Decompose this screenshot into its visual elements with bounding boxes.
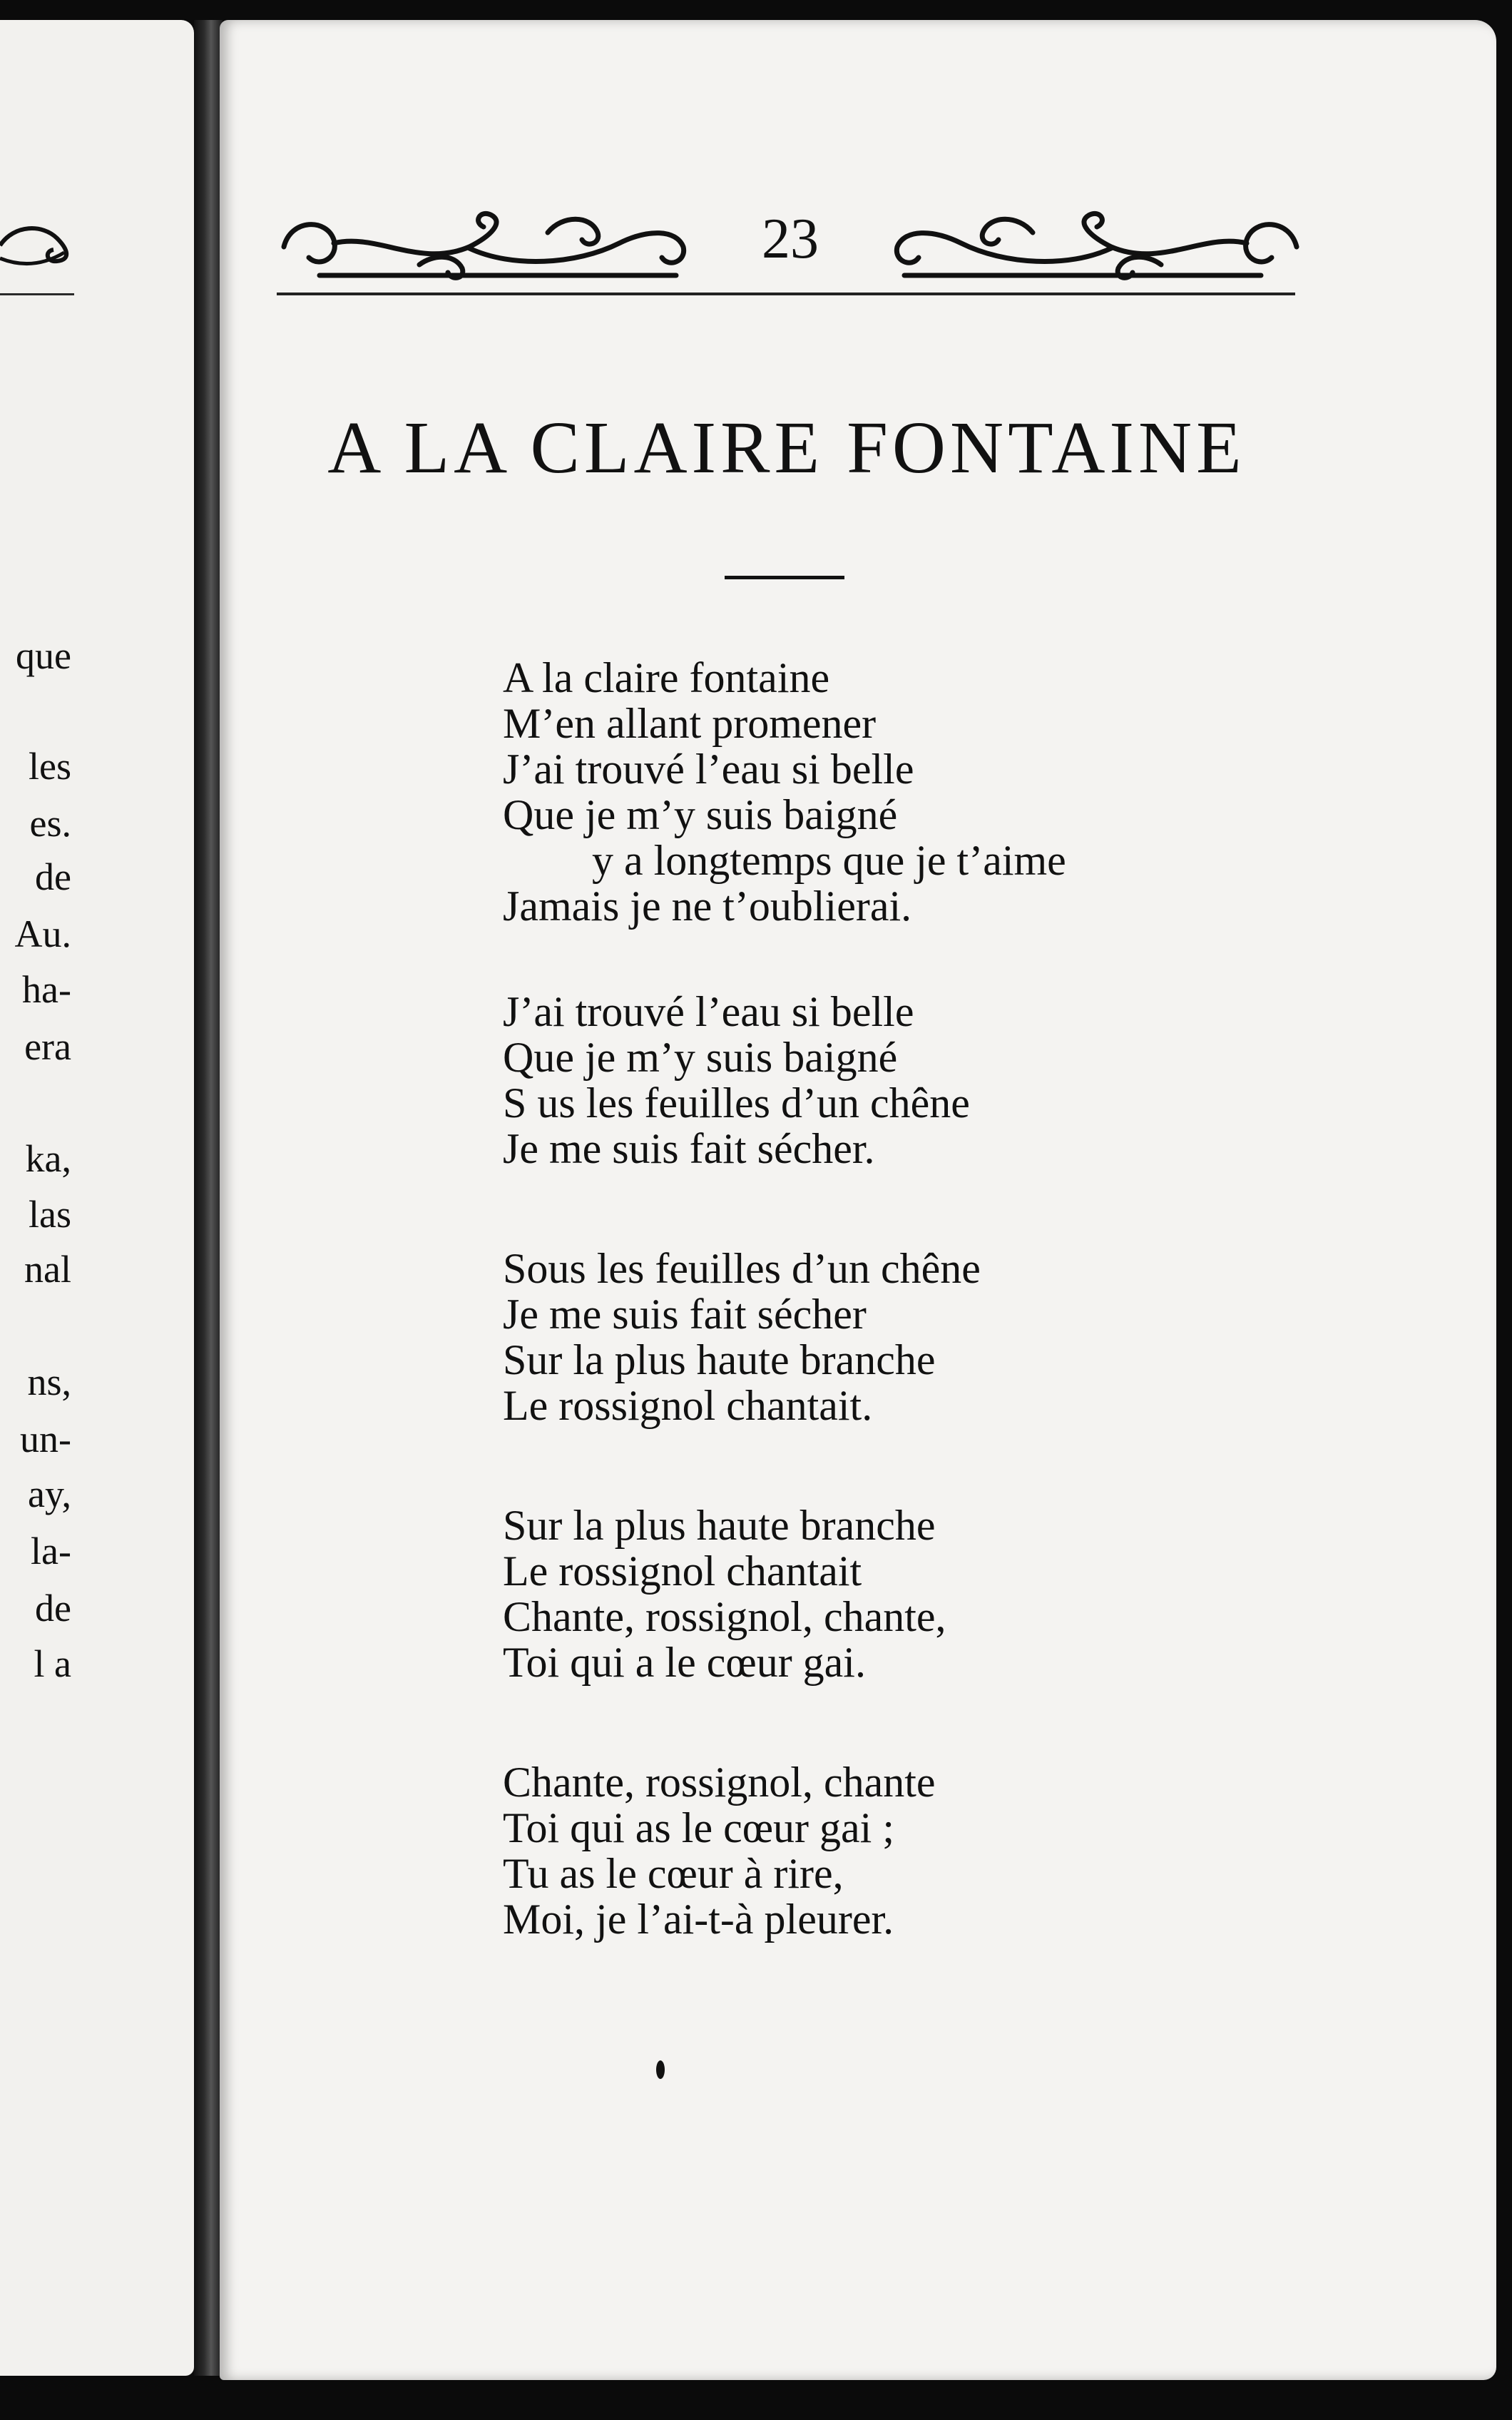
- title-rule: [725, 576, 844, 579]
- verse-line: Sur la plus haute branche: [503, 1502, 936, 1549]
- ornament-scroll-icon: [890, 204, 1304, 283]
- left-page-fragment: ns,: [27, 1361, 71, 1403]
- stanza: [503, 989, 1359, 1171]
- verse-line: Sous les feuilles d’un chêne: [503, 1245, 981, 1292]
- left-header-rule: [0, 293, 74, 295]
- poem: [503, 655, 1359, 1942]
- left-page-fragment: ha-: [22, 968, 71, 1011]
- left-page-fragment: ka,: [25, 1137, 71, 1180]
- stanza: [503, 1503, 1359, 1685]
- verse-line: Je me suis fait sécher.: [503, 1125, 875, 1172]
- verse-line: Que je m’y suis baigné: [503, 791, 898, 838]
- left-facing-page: [0, 20, 194, 2376]
- stanza: [503, 1759, 1359, 1942]
- left-page-fragment: un-: [20, 1418, 71, 1460]
- right-page: [220, 20, 1496, 2380]
- verse-line: Toi qui a le cœur gai.: [503, 1639, 866, 1686]
- left-page-fragment: l a: [34, 1642, 71, 1685]
- left-page-fragment: nal: [24, 1248, 71, 1291]
- verse-line: Moi, je l’ai-t-à pleurer.: [503, 1896, 894, 1943]
- verse-line: Je me suis fait sécher: [503, 1291, 867, 1338]
- verse-line: Sur la plus haute branche: [503, 1336, 936, 1383]
- left-page-fragment: la-: [31, 1530, 71, 1572]
- verse-line: A la claire fontaine: [503, 654, 830, 701]
- verse-line: M’en allant promener: [503, 700, 877, 747]
- header-rule: [277, 293, 1295, 295]
- verse-line: y a longtemps que je t’aime: [592, 837, 1066, 884]
- ink-mark: [656, 2060, 665, 2079]
- verse-line: Toi qui as le cœur gai ;: [503, 1804, 894, 1851]
- verse-line: Le rossignol chantait.: [503, 1382, 873, 1429]
- verse-line: Tu as le cœur à rire,: [503, 1850, 844, 1897]
- left-page-fragment: les: [29, 745, 71, 788]
- book-spine: [194, 20, 223, 2376]
- left-page-fragment: las: [29, 1193, 71, 1236]
- verse-line: Que je m’y suis baigné: [503, 1034, 898, 1081]
- verse-line: J’ai trouvé l’eau si belle: [503, 988, 914, 1035]
- stanza: [503, 1246, 1359, 1428]
- left-page-fragment: Au.: [14, 912, 71, 955]
- left-page-fragment: de: [35, 1587, 71, 1630]
- left-page-fragment: ay,: [28, 1473, 71, 1515]
- verse-line: Chante, rossignol, chante: [503, 1759, 936, 1806]
- page-number: 23: [762, 208, 819, 270]
- verse-line: Le rossignol chantait: [503, 1547, 862, 1595]
- verse-line: S us les feuilles d’un chêne: [503, 1079, 970, 1127]
- stanza: [503, 655, 1359, 929]
- ornament-scroll-icon: [277, 204, 690, 283]
- left-page-fragment: de: [35, 855, 71, 898]
- left-page-fragment: que: [16, 634, 71, 677]
- left-page-fragment: es.: [29, 802, 71, 845]
- ornament-scroll-icon: [0, 217, 78, 274]
- left-page-fragment: era: [24, 1025, 71, 1068]
- page-title: A LA CLAIRE FONTAINE: [327, 407, 1246, 489]
- verse-line: Jamais je ne t’oublierai.: [503, 883, 912, 930]
- page-header: [277, 191, 1297, 291]
- verse-line: Chante, rossignol, chante,: [503, 1593, 946, 1640]
- verse-line: J’ai trouvé l’eau si belle: [503, 746, 914, 793]
